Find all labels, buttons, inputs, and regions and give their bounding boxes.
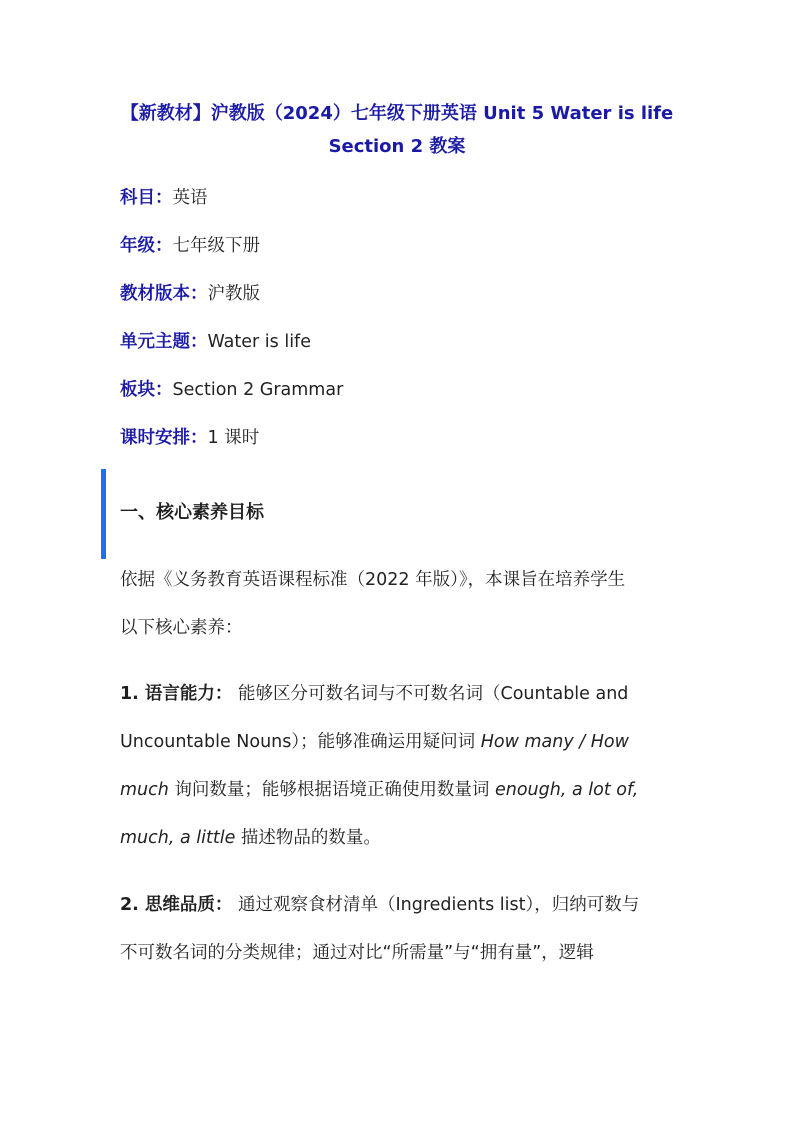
meta-unit-theme <box>120 330 311 354</box>
document-title <box>100 97 694 163</box>
intro-line-2: 以下核心素养： <box>120 618 243 638</box>
item1-text-4b: 描述物品的数量。 <box>235 828 381 848</box>
meta-grade <box>120 234 260 258</box>
item1-line-4 <box>120 824 381 849</box>
title-line-1: 【新教材】沪教版（2024）七年级下册英语 Unit 5 Water is life <box>120 103 674 124</box>
meta-value: 1 课时 <box>207 428 260 448</box>
meta-value: 七年级下册 <box>172 236 260 256</box>
item1-text-3c: enough, a lot of, <box>494 780 639 800</box>
item1-text-4a: much, a little <box>120 828 236 848</box>
item1-line-3 <box>120 776 638 801</box>
item1-text-3b: 询问数量；能够根据语境正确使用数量词 <box>168 780 495 800</box>
title-line-2: Section 2 教案 <box>328 136 466 157</box>
item2-label: 2. 思维品质： <box>120 895 233 915</box>
item2-text-1: 通过观察食材清单（Ingredients list），归纳可数与 <box>238 895 640 915</box>
section-accent-bar <box>101 469 106 559</box>
meta-section <box>120 378 343 402</box>
meta-subject <box>120 186 208 210</box>
meta-key: 课时安排： <box>120 428 208 448</box>
meta-value: 沪教版 <box>207 284 260 304</box>
item1-text-3a: much <box>120 780 169 800</box>
meta-key: 单元主题： <box>120 332 208 352</box>
item1-text-1: 能够区分可数名词与不可数名词（Countable and <box>238 684 629 704</box>
meta-value: Section 2 Grammar <box>172 380 344 400</box>
item2-line-1 <box>120 891 639 916</box>
meta-edition <box>120 282 260 306</box>
meta-key: 教材版本： <box>120 284 208 304</box>
meta-key: 板块： <box>120 380 173 400</box>
section-heading: 一、核心素养目标 <box>120 502 264 523</box>
meta-value: 英语 <box>172 188 208 208</box>
item1-text-2b: How many / How <box>480 732 629 752</box>
item1-label: 1. 语言能力： <box>120 684 233 704</box>
item2-line-2: 不可数名词的分类规律；通过对比“所需量”与“拥有量”，逻辑 <box>120 943 594 963</box>
meta-key: 科目： <box>120 188 173 208</box>
meta-periods <box>120 426 259 450</box>
intro-line-1: 依据《义务教育英语课程标准（2022 年版）》，本课旨在培养学生 <box>120 570 626 590</box>
meta-value: Water is life <box>207 332 311 352</box>
item1-line-1 <box>120 680 628 705</box>
meta-key: 年级： <box>120 236 173 256</box>
item1-line-2 <box>120 728 629 753</box>
item1-text-2a: Uncountable Nouns）；能够准确运用疑问词 <box>120 732 481 752</box>
